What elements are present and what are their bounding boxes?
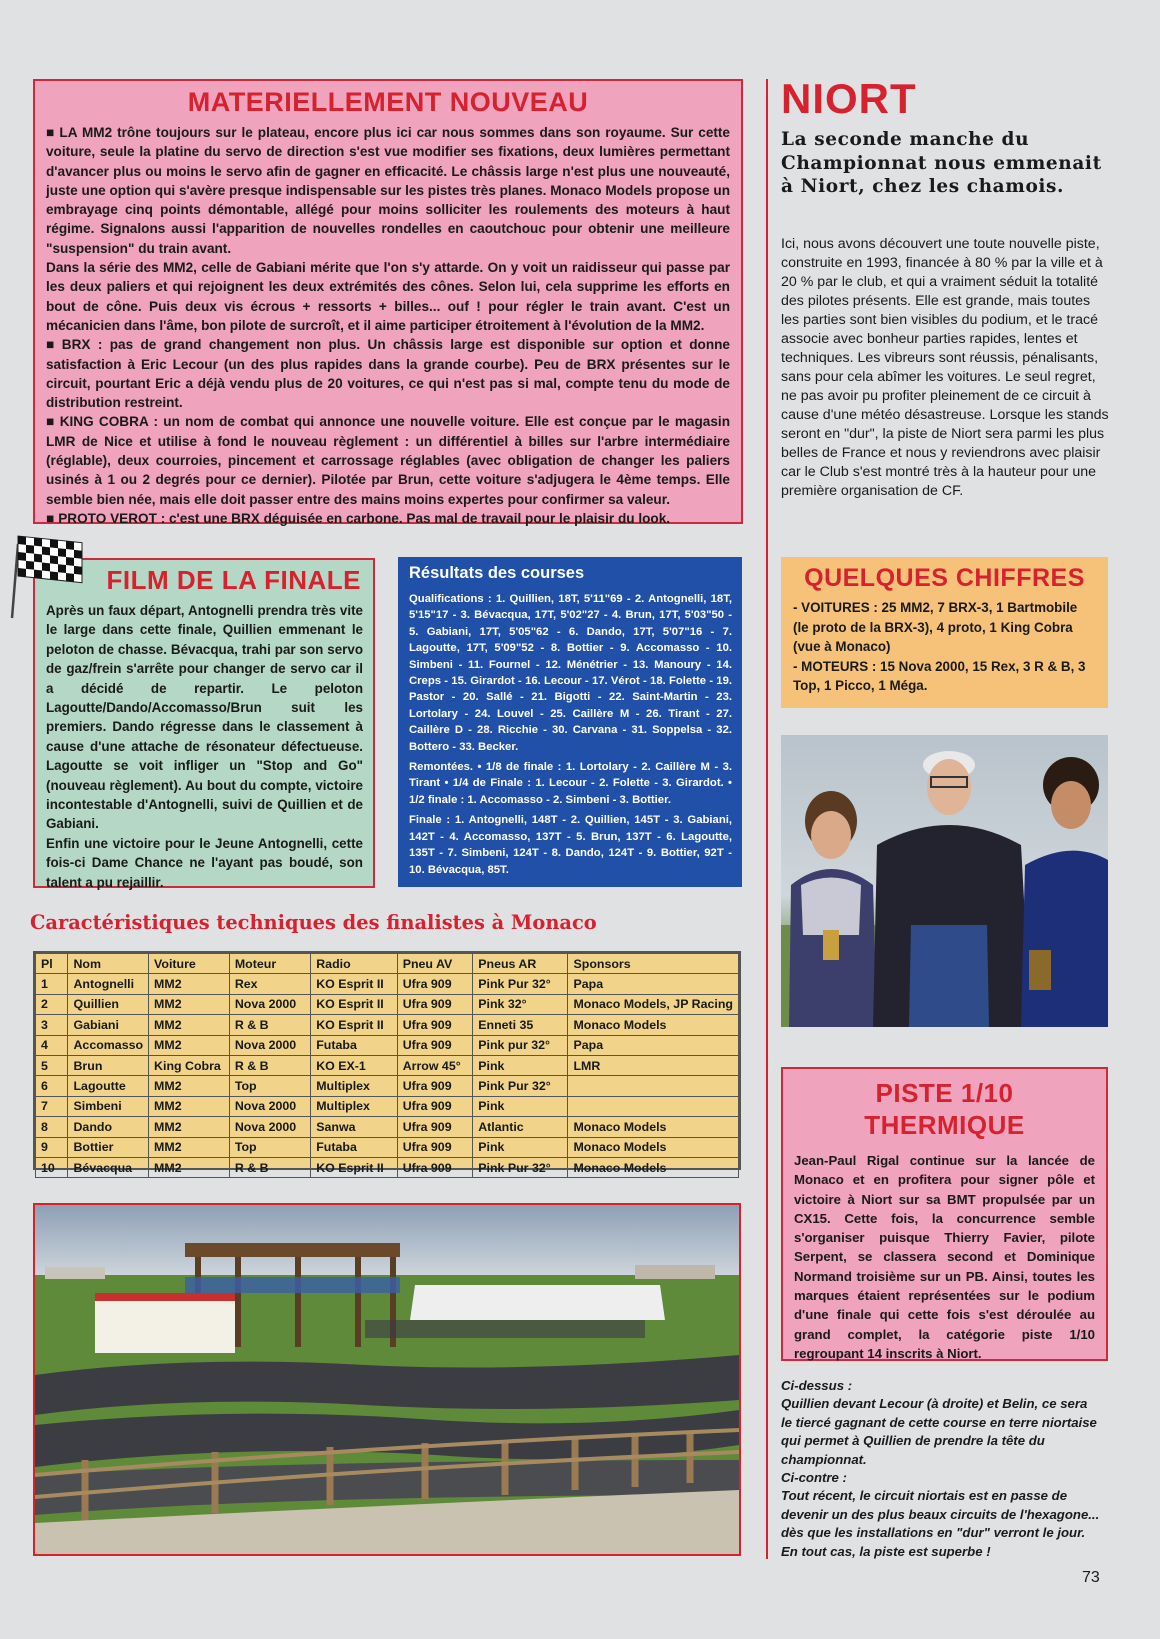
tech-header-cell: Pl — [36, 954, 68, 974]
table-cell: 4 — [36, 1035, 68, 1055]
table-cell: Ufra 909 — [397, 994, 473, 1014]
tech-header-cell: Pneu AV — [397, 954, 473, 974]
tech-header-cell: Sponsors — [568, 954, 739, 974]
film-title: FILM DE LA FINALE — [106, 565, 361, 595]
film-paragraph: Après un faux départ, Antognelli prendra très vite le large dans cette finale, Quillien emmenant le peloton de chasse. Bévacqua, trahi par son servo de gaz/frein s'arrête pour changer de servo car il a décidé de repartir. Le peloton Lagoutte/Dando/Accomasso/Brun suit les premiers. Dando régresse dans le classement à cause d'une attache de résonateur défectueuse. Lagoutte se voit infliger un "Stop and Go" (nouveau règlement). Au bout du compte, victoire incontestable d'Antognelli, suivi de Quillien et de Gabiani. — [46, 603, 363, 832]
materiel-paragraph: ■ KING COBRA : un nom de combat qui annonce une nouvelle voiture. Elle est conçue par le magasin LMR de Nice et utilise à fond le nouveau règlement : un différentiel à billes sur l'arbre intermédiaire (réglable), deux courroies, pincement et carrossage réglables (avec obligation de changer les paliers usinés à 1 ou 2 degrés pour ce dernier). Pilotée par Brun, cette voiture s'adjugera le 4ème temps. Elle semble bien née, mais elle doit passer entre des mains moins expertes pour confirmer sa valeur. — [46, 412, 730, 508]
table-cell: Ufra 909 — [397, 1096, 473, 1116]
table-row — [36, 974, 739, 994]
materiel-paragraph: ■ BRX : pas de grand changement non plus. Un châssis large est disponible sur option et donne satisfaction à Eric Lecour (un des plus rapides dans la grande courbe). Peu de BRX présentes sur le circuit, pourtant Eric a déjà vendu plus de 20 voitures, ce qui n'est pas si mal, compte tenu du mode de distribution restreint. — [46, 335, 730, 412]
table-cell: 2 — [36, 994, 68, 1014]
table-cell: Ufra 909 — [397, 974, 473, 994]
tech-header-cell: Radio — [311, 954, 397, 974]
table-cell: MM2 — [149, 1076, 230, 1096]
table-row — [36, 1157, 739, 1177]
tech-table-body — [36, 974, 739, 1178]
table-cell: Brun — [68, 1055, 149, 1075]
resultats-qualif: Qualifications : 1. Quillien, 18T, 5'11"69 - 2. Antognelli, 18T, 5'15"17 - 3. Bévacqua, 17T, 5'02"27 - 4. Brun, 17T, 5'03"50 - 5. Gabiani, 17T, 5'05"62 - 6. Dando, 17T, 5'07"16 - 7. Lagoutte, 17T, 5'09"52 - 8. Bottier - 9. Accomasso - 10. Simbeni - 11. Fournel - 12. Ménétrier - 13. Manoury - 14. Creps - 15. Girardot - 16. Lecour - 17. Vérot - 18. Folette - 19. Pastor - 20. Sallé - 21. Bigotti - 22. Saint-Martin - 23. Lortolary - 24. Louvel - 25. Caillère M - 26. Tirant - 27. Caillère D - 28. Ricchie - 30. Carvana - 31. Soppelsa - 32. Bottero - 33. Becker. — [409, 593, 732, 753]
resultats-remontees: Remontées. • 1/8 de finale : 1. Lortolary - 2. Caillère M - 3. Tirant • 1/4 de Finale : 1. Lecour - 2. Folette - 3. Girardot. • 1/2 finale : 1. Accomasso - 2. Simbeni - 3. Bottier. — [409, 761, 732, 806]
table-cell: Bottier — [68, 1137, 149, 1157]
table-cell: KO Esprit II — [311, 994, 397, 1014]
table-cell: Pink Pur 32° — [473, 1157, 568, 1177]
table-cell — [568, 1096, 739, 1116]
table-cell: Pink — [473, 1055, 568, 1075]
table-cell: MM2 — [149, 1117, 230, 1137]
pilots-illustration — [781, 735, 1108, 1027]
chiffres-item: - VOITURES : 25 MM2, 7 BRX-3, 1 Bartmobile (le proto de la BRX-3), 4 proto, 1 King Cobra (vue à Monaco) — [793, 600, 1078, 655]
table-cell: R & B — [229, 1055, 310, 1075]
table-cell: Nova 2000 — [229, 994, 310, 1014]
table-cell: Bévacqua — [68, 1157, 149, 1177]
tech-title: Caractéristiques techniques des finalistes à Monaco — [30, 911, 597, 934]
pilots-photo — [781, 735, 1108, 1027]
table-cell: MM2 — [149, 1137, 230, 1157]
table-cell: 6 — [36, 1076, 68, 1096]
chiffres-list — [793, 598, 1096, 696]
table-cell: Futaba — [311, 1035, 397, 1055]
circuit-photo — [33, 1203, 741, 1556]
tech-header-cell: Pneus AR — [473, 954, 568, 974]
table-cell: Pink — [473, 1137, 568, 1157]
piste-title-line2: THERMIQUE — [864, 1110, 1025, 1140]
table-cell: 7 — [36, 1096, 68, 1116]
table-cell: Ufra 909 — [397, 1137, 473, 1157]
film-paragraph: Enfin une victoire pour le Jeune Antognelli, cette fois-ci Dame Chance ne l'ayant pas boudé, son talent a pu rejaillir. — [46, 835, 363, 890]
tech-table — [35, 953, 739, 1178]
materiel-paragraph: ■ LA MM2 trône toujours sur le plateau, encore plus ici car nous sommes dans son royaume. Sur cette voiture, seule la platine du servo de direction s'est vue modifier ses fixations, deux lumières permettant d'avancer plus ou moins le servo afin de gagner en efficacité. Le châssis large n'est plus une nouveauté, juste une option qui s'avère presque indispensable sur les pistes très planes. Monaco Models propose un embrayage cinq points démontable, allégé pour moins solliciter les roulements des moteurs à haut régime. Signalons aussi l'apparition de nouvelles rondelles en caoutchouc pour obtenir une meilleure "suspension" du train avant. — [46, 123, 730, 258]
table-row — [36, 994, 739, 1014]
table-row — [36, 1015, 739, 1035]
table-cell — [568, 1076, 739, 1096]
table-cell: MM2 — [149, 1096, 230, 1116]
materiel-title: MATERIELLEMENT NOUVEAU — [187, 87, 589, 117]
table-cell: Dando — [68, 1117, 149, 1137]
resultats-text — [409, 591, 732, 878]
checkered-flag-icon — [8, 530, 88, 620]
table-row — [36, 1035, 739, 1055]
resultats-finale: Finale : 1. Antognelli, 148T - 2. Quillien, 145T - 3. Gabiani, 142T - 4. Accomasso, 137T - 5. Brun, 137T - 6. Lagoutte, 135T - 7. Simbeni, 124T - 8. Dando, 124T - 9. Bottier, 92T - 10. Bévacqua, 85T. — [409, 814, 732, 876]
table-cell: LMR — [568, 1055, 739, 1075]
table-cell: Rex — [229, 974, 310, 994]
piste-body: Jean-Paul Rigal continue sur la lancée de Monaco et en profitera pour signer pôle et victoire à Niort sur sa BMT propulsée par un CX15. Cette fois, la concurrence semble s'organiser puisque Thierry Favier, pilote Serpent, se classera second et Dominique Normand troisième sur un PB. Ainsi, toutes les marques étaient représentées sur le podium d'une finale qui cette fois s'est déroulée au grand complet, la catégorie piste 1/10 regroupant 14 inscrits à Niort. — [794, 1153, 1095, 1361]
table-cell: Top — [229, 1076, 310, 1096]
table-cell: Nova 2000 — [229, 1117, 310, 1137]
table-cell: Monaco Models — [568, 1117, 739, 1137]
table-cell: Pink pur 32° — [473, 1035, 568, 1055]
tech-header-cell: Nom — [68, 954, 149, 974]
table-row — [36, 1076, 739, 1096]
captions — [781, 1377, 1101, 1561]
table-cell: Arrow 45° — [397, 1055, 473, 1075]
tech-header-cell: Voiture — [149, 954, 230, 974]
table-cell: KO EX-1 — [311, 1055, 397, 1075]
table-cell: 3 — [36, 1015, 68, 1035]
table-cell: Atlantic — [473, 1117, 568, 1137]
caption-text-above: Quillien devant Lecour (à droite) et Belin, ce sera le tiercé gagnant de cette course en terre niortaise qui permet à Quillien de prendre la tête du championnat. — [781, 1396, 1097, 1467]
table-cell: 1 — [36, 974, 68, 994]
resultats-box — [398, 557, 742, 887]
table-cell: Monaco Models — [568, 1015, 739, 1035]
table-row — [36, 1137, 739, 1157]
table-cell: R & B — [229, 1015, 310, 1035]
table-cell: Gabiani — [68, 1015, 149, 1035]
table-cell: MM2 — [149, 974, 230, 994]
table-cell: Nova 2000 — [229, 1035, 310, 1055]
table-cell: Simbeni — [68, 1096, 149, 1116]
tech-header-cell: Moteur — [229, 954, 310, 974]
table-cell: MM2 — [149, 994, 230, 1014]
tech-header-row — [36, 954, 739, 974]
caption-label-above: Ci-dessus : — [781, 1378, 853, 1393]
table-cell: Lagoutte — [68, 1076, 149, 1096]
piste-box — [781, 1067, 1108, 1361]
table-cell: Ufra 909 — [397, 1117, 473, 1137]
tech-table-wrap — [33, 951, 741, 1175]
table-cell: Enneti 35 — [473, 1015, 568, 1035]
table-cell: KO Esprit II — [311, 1015, 397, 1035]
film-text — [46, 601, 363, 892]
resultats-title: Résultats des courses — [409, 564, 585, 582]
chiffres-item: - MOTEURS : 15 Nova 2000, 15 Rex, 3 R & B, 3 Top, 1 Picco, 1 Méga. — [793, 658, 1086, 694]
table-cell: Ufra 909 — [397, 1035, 473, 1055]
table-cell: Top — [229, 1137, 310, 1157]
table-cell: KO Esprit II — [311, 1157, 397, 1177]
table-cell: Pink — [473, 1096, 568, 1116]
table-cell: KO Esprit II — [311, 974, 397, 994]
table-cell: Pink 32° — [473, 994, 568, 1014]
materiel-box — [33, 79, 743, 524]
chiffres-title: QUELQUES CHIFFRES — [804, 564, 1085, 592]
table-cell: Ufra 909 — [397, 1157, 473, 1177]
table-cell: 8 — [36, 1117, 68, 1137]
table-cell: Papa — [568, 1035, 739, 1055]
niort-subtitle: La seconde manche du Championnat nous emmenait à Niort, chez les chamois. — [781, 129, 1102, 197]
table-cell: Nova 2000 — [229, 1096, 310, 1116]
niort-section — [781, 76, 1111, 536]
table-cell: MM2 — [149, 1035, 230, 1055]
table-cell: Futaba — [311, 1137, 397, 1157]
table-cell: Monaco Models — [568, 1137, 739, 1157]
piste-title-line1: PISTE 1/10 — [875, 1078, 1014, 1108]
table-cell: Pink Pur 32° — [473, 974, 568, 994]
table-cell: Antognelli — [68, 974, 149, 994]
table-cell: 5 — [36, 1055, 68, 1075]
table-cell: MM2 — [149, 1015, 230, 1035]
table-cell: MM2 — [149, 1157, 230, 1177]
table-cell: Sanwa — [311, 1117, 397, 1137]
table-cell: Pink Pur 32° — [473, 1076, 568, 1096]
column-divider — [766, 79, 768, 1559]
page-number: 73 — [1082, 1569, 1100, 1586]
caption-label-beside: Ci-contre : — [781, 1470, 847, 1486]
table-cell: 10 — [36, 1157, 68, 1177]
circuit-illustration — [35, 1205, 739, 1554]
chiffres-box — [781, 557, 1108, 708]
materiel-paragraph: Dans la série des MM2, celle de Gabiani mérite que l'on s'y attarde. On y voit un raidisseur qui passe par les deux paliers et qui rejoignent les deux extrémités des cônes. Selon lui, cela supprime les efforts en bout de cône. Puis deux vis écrous + ressorts + billes... ouf ! pour régler le train avant. C'est un mécanicien dans l'âme, bon pilote de surcroît, et il aime participer étroitement à l'évolution de la MM2. — [46, 260, 730, 333]
table-cell: Ufra 909 — [397, 1015, 473, 1035]
table-cell: Ufra 909 — [397, 1076, 473, 1096]
table-cell: Monaco Models, JP Racing — [568, 994, 739, 1014]
table-cell: Multiplex — [311, 1076, 397, 1096]
niort-body: Ici, nous avons découvert une toute nouvelle piste, construite en 1993, financée à 80 % par la ville et à 20 % par le club, et qui a vraiment séduit la totalité des pilotes présents. Elle est grande, mais toutes les parties sont bien visibles du podium, et le tracé associe avec bonheur parties rapides, lentes et techniques. Les vibreurs sont réussis, pénalisants, sans pour cela abîmer les voitures. Le seul regret, ne pas avoir pu profiter pleinement de ce circuit à cause d'une météo désastreuse. Lorsque les stands seront en "dur", la piste de Niort sera parmi les plus belles de France et nous y reviendrons avec plaisir car le Club s'est montré très à la hauteur pour une première organisation de CF. — [781, 235, 1109, 499]
caption-text-beside: Tout récent, le circuit niortais est en passe de devenir un des plus beaux circuits de l'hexagone... dès que les installations en "dur" verront le jour. En tout cas, la piste est superbe ! — [781, 1488, 1100, 1559]
table-cell: Quillien — [68, 994, 149, 1014]
table-cell: Multiplex — [311, 1096, 397, 1116]
table-row — [36, 1096, 739, 1116]
materiel-text — [46, 123, 730, 528]
table-cell: Accomasso — [68, 1035, 149, 1055]
table-cell: 9 — [36, 1137, 68, 1157]
niort-title: NIORT — [781, 75, 917, 122]
table-cell: Monaco Models — [568, 1157, 739, 1177]
table-row — [36, 1055, 739, 1075]
materiel-paragraph: ■ PROTO VEROT : c'est une BRX déguisée en carbone. Pas mal de travail pour le plaisir du look. — [46, 509, 730, 528]
table-row — [36, 1117, 739, 1137]
table-cell: R & B — [229, 1157, 310, 1177]
table-cell: Papa — [568, 974, 739, 994]
table-cell: King Cobra — [149, 1055, 230, 1075]
